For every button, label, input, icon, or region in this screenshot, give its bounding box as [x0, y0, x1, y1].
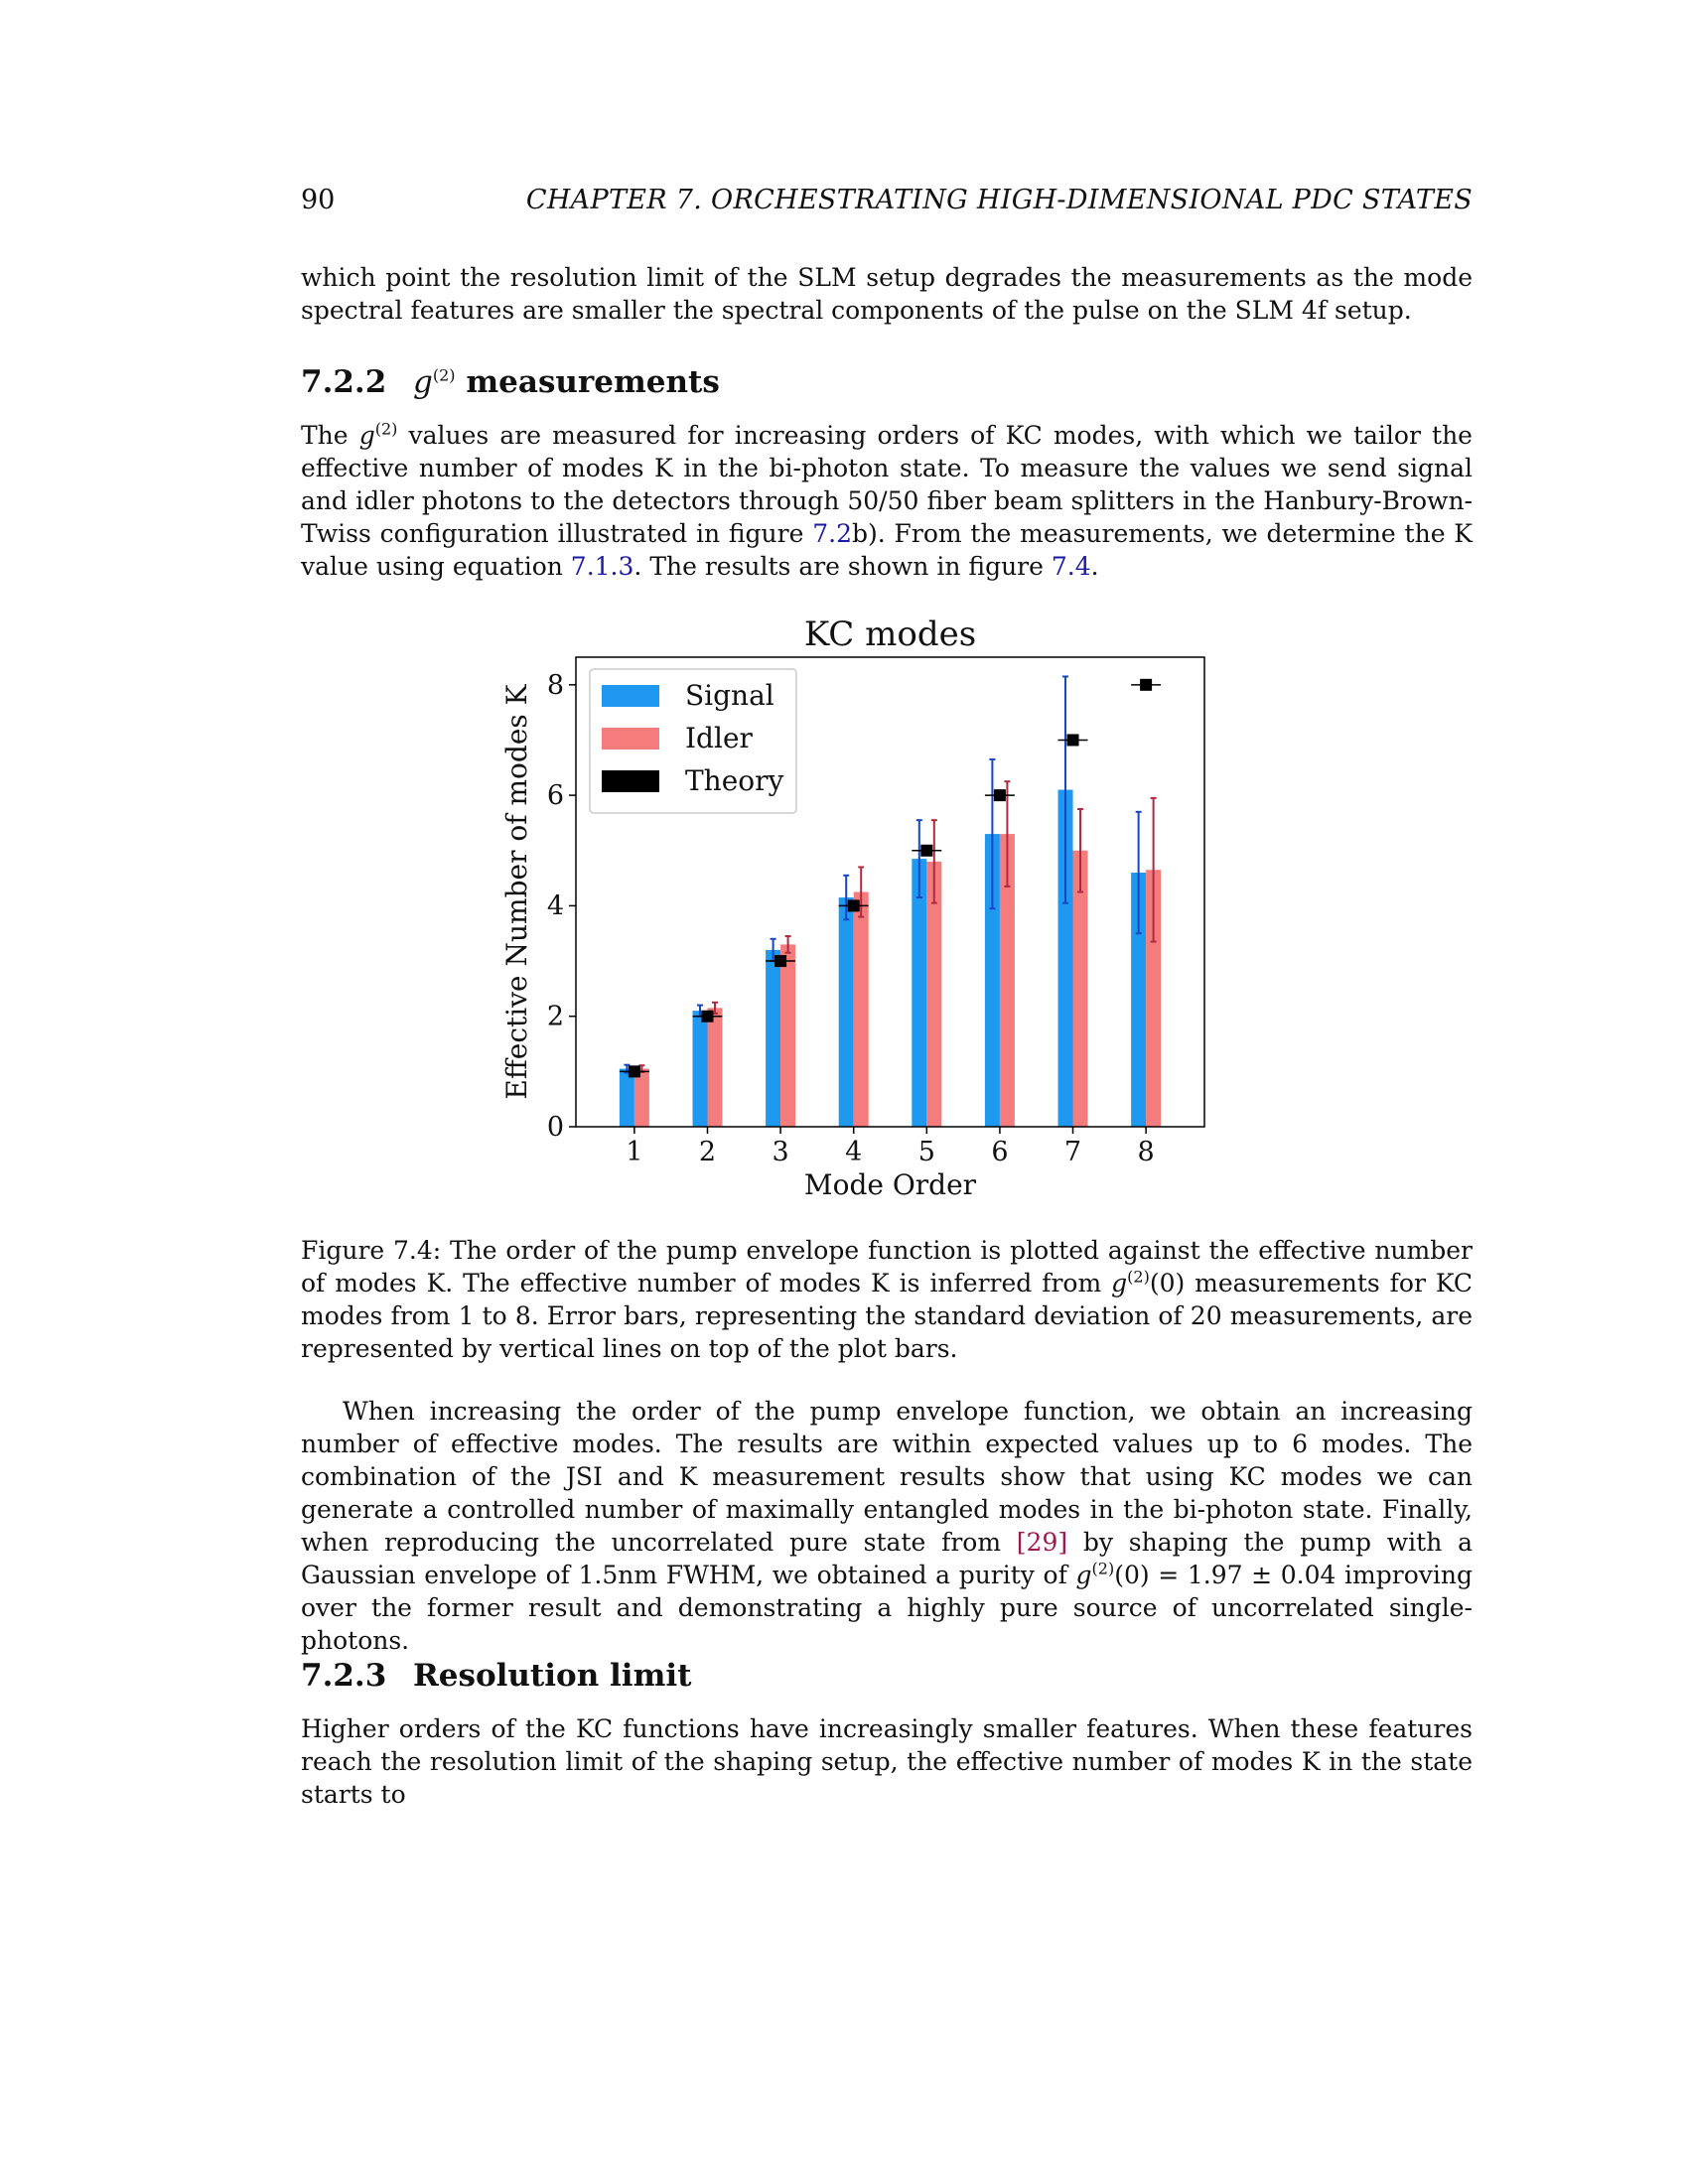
y-tick-label: 6: [546, 780, 564, 812]
legend-label-theory: Theory: [685, 764, 784, 797]
figure-ref-link[interactable]: 7.2: [812, 519, 852, 548]
x-tick-label: 8: [1137, 1137, 1155, 1167]
text: (0) = 1.97 ± 0.04 improving over the former result and demonstrating a highly pure source of uncorrelated single-photons.: [301, 1561, 1473, 1655]
text: (0) measurements for KC modes from 1 to 8. Error bars, representing the standard deviation of 20 measurements, are represented by vertical lines on top of the plot bars.: [301, 1269, 1473, 1363]
chart-title: KC modes: [803, 614, 977, 654]
g-superscript: (2): [1091, 1559, 1115, 1578]
legend-label-signal: Signal: [685, 679, 774, 712]
g-symbol: g: [413, 364, 433, 400]
text: b). From the measurements, we determine the K value using equation: [301, 519, 1473, 581]
equation-ref-link[interactable]: 7.1.3: [570, 552, 634, 581]
kc-modes-chart: [301, 611, 1473, 1226]
theory-marker: [701, 1011, 713, 1023]
signal-bar: [692, 1011, 707, 1127]
text: . The results are shown in figure: [633, 552, 1052, 581]
theory-marker: [1140, 679, 1152, 691]
page-number: 90: [301, 185, 336, 215]
x-tick-label: 1: [626, 1137, 643, 1167]
g-symbol: g: [1075, 1561, 1092, 1589]
section-number: 7.2.3: [301, 1658, 387, 1694]
theory-marker: [774, 955, 786, 967]
g-superscript: (2): [432, 365, 456, 385]
x-tick-label: 2: [698, 1137, 717, 1167]
x-tick-label: 7: [1063, 1137, 1082, 1167]
figure-ref-link[interactable]: 7.4: [1051, 552, 1091, 581]
signal-bar: [912, 859, 926, 1127]
x-axis-label: Mode Order: [803, 1168, 977, 1201]
running-head: CHAPTER 7. ORCHESTRATING HIGH-DIMENSIONAL PDC STATES: [525, 185, 1473, 215]
figure-7-4: [301, 611, 1473, 1226]
citation-link[interactable]: [29]: [1016, 1528, 1068, 1557]
section-title: Resolution limit: [413, 1658, 692, 1694]
x-tick-label: 4: [845, 1137, 863, 1167]
text: The: [301, 421, 359, 450]
theory-marker: [920, 845, 932, 857]
theory-marker: [994, 789, 1006, 801]
x-tick-label: 5: [917, 1137, 935, 1167]
text: values are measured for increasing orders of KC modes, with which we tailor the effective number of modes K in the bi-photon state. To measure the values we send signal and idler photons to the detectors through 50/50 fiber beam splitters in the Hanbury-Brown-Twiss configuration illustrated in figure: [301, 421, 1473, 548]
x-tick-label: 3: [772, 1137, 789, 1167]
g-symbol: g: [358, 421, 375, 450]
text: Figure 7.4: The order of the pump envelope function is plotted against the effective number of modes K. The effective number of modes K is inferred from: [301, 1236, 1473, 1297]
idler-bar: [707, 1008, 722, 1127]
paragraph-intro: which point the resolution limit of the SLM setup degrades the measurements as the mode spectral features are smaller the spectral components of the pulse on the SLM 4f setup.: [301, 263, 1473, 325]
section-title: measurements: [466, 364, 720, 400]
section-heading-7-2-2: [301, 364, 720, 400]
y-tick-label: 4: [546, 890, 564, 922]
g-superscript: (2): [374, 419, 398, 439]
y-tick-label: 8: [546, 669, 564, 701]
page-header: [301, 185, 1473, 215]
x-tick-label: 6: [991, 1137, 1009, 1167]
y-tick-label: 2: [546, 1001, 564, 1032]
y-tick-label: 0: [546, 1112, 564, 1143]
g-superscript: (2): [1127, 1267, 1150, 1287]
figure-caption: [301, 1234, 1473, 1365]
section-heading-7-2-3: [301, 1658, 691, 1694]
legend-swatch-signal: [602, 685, 659, 707]
theory-marker: [1067, 734, 1079, 746]
paragraph-resolution-limit: Higher orders of the KC functions have increasingly smaller features. When these features reach the resolution limit of the shaping setup, the effective number of modes K in the state starts to: [301, 1714, 1473, 1809]
legend-swatch-idler: [602, 728, 659, 750]
idler-bar: [854, 892, 869, 1128]
g-symbol: g: [1111, 1269, 1128, 1297]
text: .: [1090, 552, 1099, 581]
section-number: 7.2.2: [301, 364, 387, 400]
y-axis-label: Effective Number of modes K: [500, 684, 533, 1100]
paragraph-g2-measurements: [301, 419, 1473, 583]
paragraph-results: [301, 1395, 1473, 1657]
text: by shaping the pump with a Gaussian envelope of 1.5nm FWHM, we obtained a purity of: [301, 1528, 1473, 1589]
signal-bar: [766, 950, 780, 1127]
legend-label-idler: Idler: [685, 722, 753, 754]
theory-marker: [848, 899, 860, 911]
text: When increasing the order of the pump envelope function, we obtain an increasing number of effective modes. The results are within expected values up to 6 modes. The combination of the JSI and K measurement results show that using KC modes we can generate a controlled number of maximally entangled modes in the bi-photon state. Finally, when reproducing the uncorrelated pure state from: [301, 1397, 1473, 1557]
signal-bar: [839, 897, 854, 1127]
theory-marker: [629, 1065, 640, 1077]
legend-swatch-theory: [602, 770, 659, 792]
idler-bar: [780, 944, 795, 1127]
